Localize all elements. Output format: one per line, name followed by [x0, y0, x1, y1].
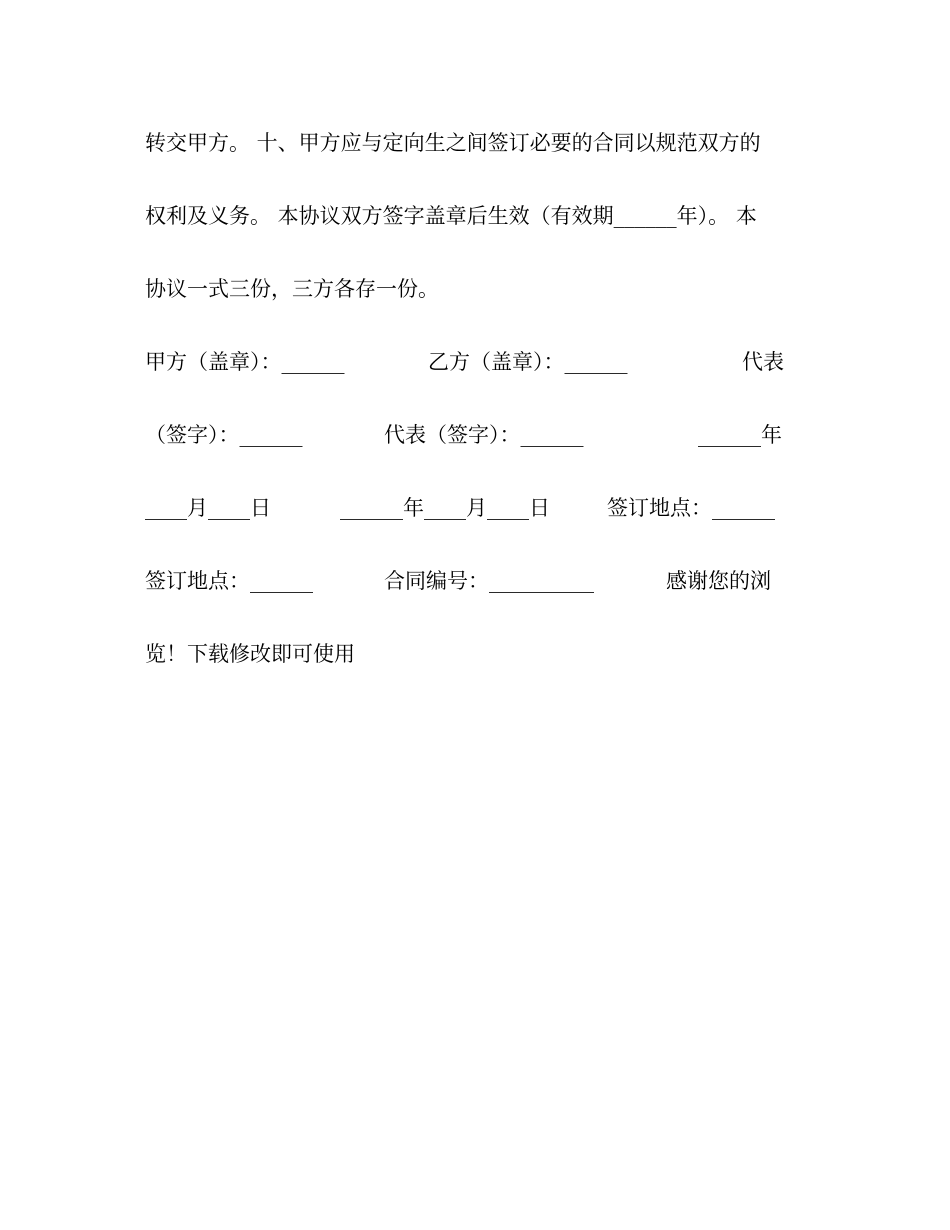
thanks-text: 感谢您的浏 [666, 569, 771, 593]
signature-line-1 [145, 347, 805, 377]
place-contract-line [145, 566, 805, 596]
party-a-date-field: ____月____日 [145, 496, 271, 520]
representative-label: 代表 [742, 350, 784, 374]
signature-line-2 [145, 420, 805, 450]
text-segment: 转交甲方。 十、甲方应与定向生之间签订必要的合同以规范双方的 [145, 131, 761, 155]
text-segment: 权利及义务。 本协议双方签字盖章后生效（有效期______年）。 本 [145, 204, 757, 228]
text-segment: 协议一式三份，三方各存一份。 [145, 277, 439, 301]
year-field: ______年 [698, 423, 782, 447]
party-a-signature-field: （签字）：______ [145, 423, 303, 447]
text-line-1 [145, 128, 805, 158]
party-a-seal-field: 甲方（盖章）：______ [145, 350, 345, 374]
text-segment: 览！下载修改即可使用 [145, 642, 355, 666]
text-line-8 [145, 639, 805, 669]
party-b-date-field: ______年____月____日 [340, 496, 550, 520]
date-line [145, 493, 805, 523]
text-line-3 [145, 274, 805, 304]
text-line-2 [145, 201, 805, 231]
signing-place-field-2: 签订地点：______ [145, 569, 313, 593]
contract-number-field: 合同编号：__________ [384, 569, 594, 593]
signing-place-field: 签订地点：______ [607, 496, 775, 520]
party-b-representative-field: 代表（签字）：______ [384, 423, 584, 447]
party-b-seal-field: 乙方（盖章）：______ [428, 350, 628, 374]
